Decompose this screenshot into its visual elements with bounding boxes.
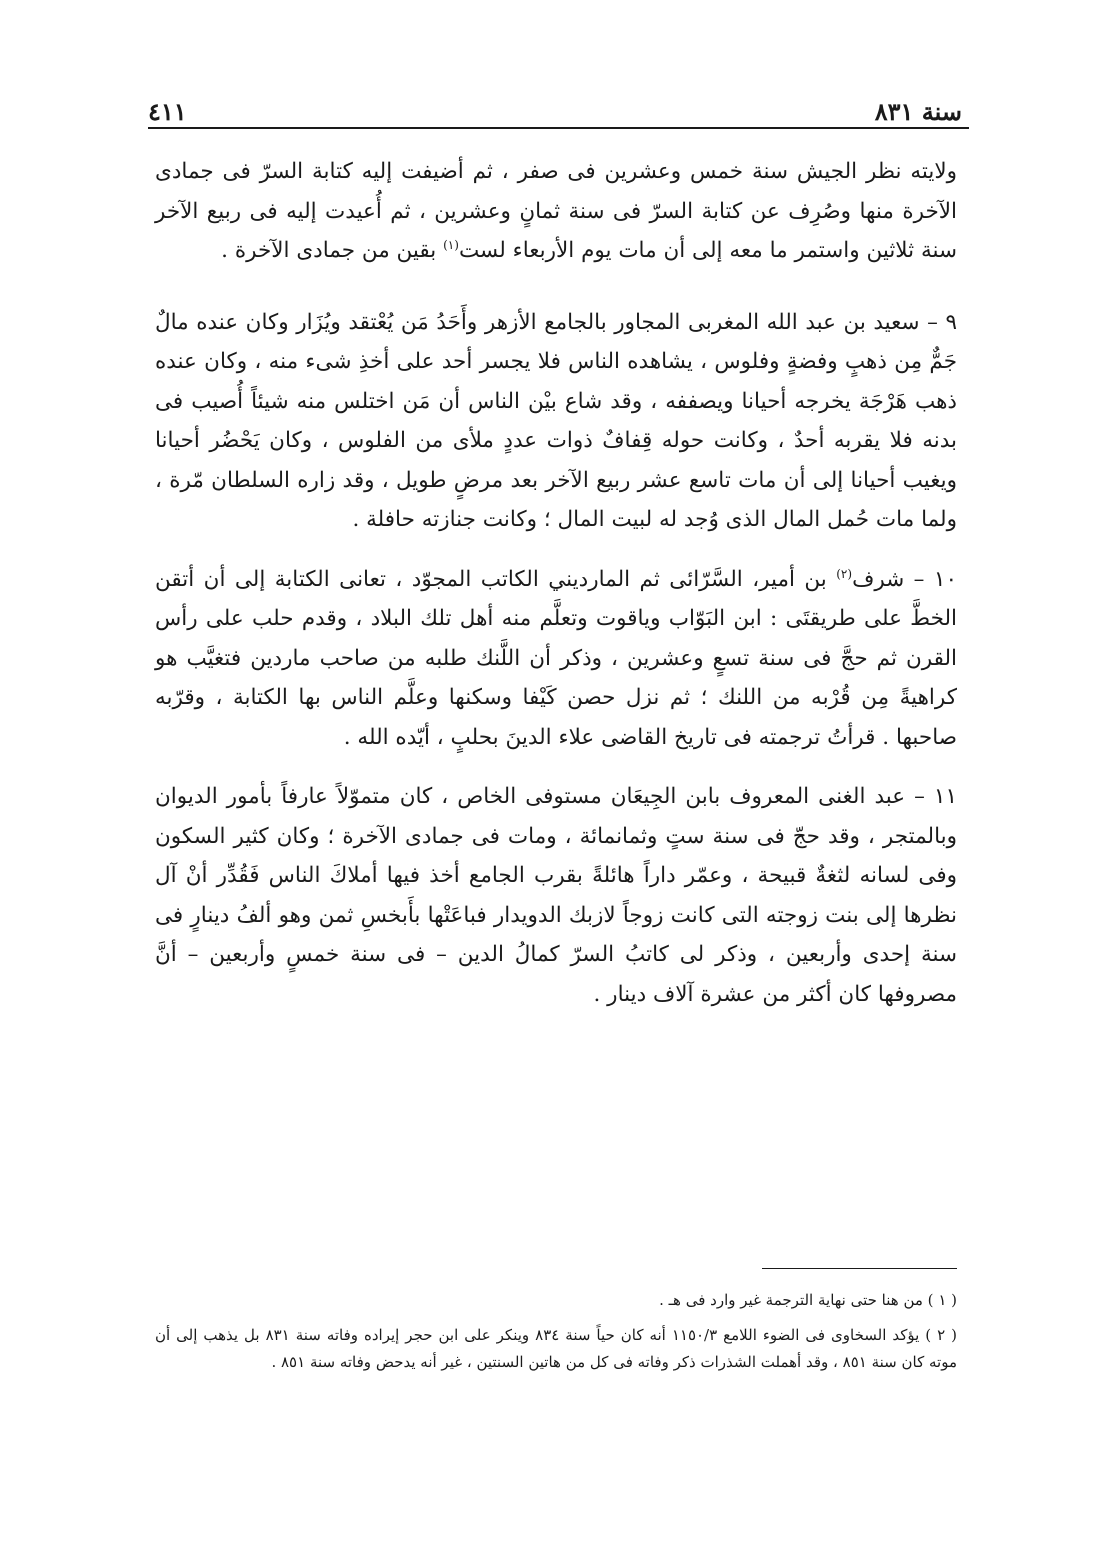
running-head-year: سنة ٨٣١	[874, 97, 962, 126]
footnotes	[155, 1287, 957, 1384]
footnote-ref-2[interactable]: (٢)	[836, 566, 853, 581]
paragraph-continuation	[155, 152, 957, 271]
footnote-ref-1[interactable]: (١)	[443, 237, 459, 252]
entry-10	[155, 560, 957, 758]
paragraph-text: ولايته نظر الجيش سنة خمس وعشرين فى صفر ، ثم أضيفت إليه كتابة السرّ فى جمادى الآخرة منها وصُرِف عن كتابة السرّ فى سنة ثمانٍ وعشرين ، ثم أُعيدت إليه فى ربيع الآخر سنة ثلاثين واستمر ما معه إلى أن مات يوم الأربعاء لست	[155, 159, 957, 263]
entry-11	[155, 777, 957, 1014]
entry-9	[155, 303, 957, 540]
running-head	[148, 82, 962, 126]
paragraph-text: ١١ – عبد الغنى المعروف بابن الجِيعَان مستوفى الخاص ، كان متموّلاً عارفاً بأمور الديوان وبالمتجر ، وقد حجّ فى سنة ستٍ وثمانمائة ، ومات فى جمادى الآخرة ؛ وكان كثير السكون وفى لسانه لثغةٌ قبيحة ، وعمّر داراً هائلةً بقرب الجامع أخذ فيها أملاكَ الناس فَقُدِّر أنْ آل نظرها إلى بنت زوجته التى كانت زوجاً لازبك الدويدار فباعَتْها بأَبخسِ ثمن وهو ألفُ دينارٍ فى سنة إحدى وأربعين ، وذكر لى كاتبُ السرّ كمالُ الدين – فى سنة خمسٍ وأربعين – أنَّ مصروفها كان أكثر من عشرة آلاف دينار .	[155, 784, 957, 1007]
footnote-2: ( ٢ ) يؤكد السخاوى فى الضوء اللامع ١١٥٠/٣ أنه كان حياً سنة ٨٣٤ وينكر على ابن حجر إيراده وفاته سنة ٨٣١ بل يذهب إلى أن موته كان سنة ٨٥١ ، وقد أهملت الشذرات ذكر وفاته فى كل من هاتين السنتين ، غير أنه يدحض وفاته سنة ٨٥١ .	[155, 1326, 957, 1371]
footnote-rule	[762, 1268, 957, 1269]
paragraph-text: ١٠ – شرف	[852, 566, 957, 592]
main-text	[155, 152, 957, 1034]
footnote-1: ( ١ ) من هنا حتى نهاية الترجمة غير وارد فى هـ .	[659, 1291, 957, 1309]
paragraph-text-tail: بقين من جمادى الآخرة .	[221, 238, 444, 263]
paragraph-text: ٩ – سعيد بن عبد الله المغربى المجاور بالجامع الأزهر وأَحَدُ مَن يُعْتقد ويُزَار وكان عنده مالٌ جَمٌّ مِن ذهبٍ وفضةٍ وفلوس ، يشاهده الناس فلا يجسر أحد على أخذِ شىء منه ، وكان عنده ذهب هَرْجَة يخرجه أحيانا ويصففه ، وقد شاع بيْن الناس أن مَن اختلس منه شيئاً أُصيب فى بدنه فلا يقربه أحدٌ ، وكانت حوله قِفافٌ ذوات عددٍ ملأى من الفلوس ، وكان يَحْضُر أحيانا ويغيب أحيانا إلى أن مات تاسع عشر ربيع الآخر بعد مرضٍ طويل ، وقد زاره السلطان مّرة ، ولما مات حُمل المال الذى وُجد له لبيت المال ؛ وكانت جنازته حافلة .	[155, 309, 957, 532]
page-number: ٤١١	[148, 97, 187, 126]
header-rule	[148, 127, 969, 129]
paragraph-text-tail: بن أمير، السَّرّائى ثم المارديني الكاتب المجوّد ، تعانى الكتابة إلى أن أتقن الخطَّ على طريقتَى : ابن البَوّاب وياقوت وتعلَّم منه أهل تلك البلاد ، وقدم حلب على رأس القرن ثم حجَّ فى سنة تسعٍ وعشرين ، وذكر أن اللَّنك طلبه من صاحب ماردين فتغيَّب هو كراهيةً مِن قُرْبه من اللنك ؛ ثم نزل حصن كَيْفا وسكنها وعلَّم الناس بها الكتابة ، وقرّبه صاحبها . قرأتُ ترجمته فى تاريخ القاضى علاء الدينَ بحلبٍ ، أيّده الله .	[155, 566, 957, 750]
